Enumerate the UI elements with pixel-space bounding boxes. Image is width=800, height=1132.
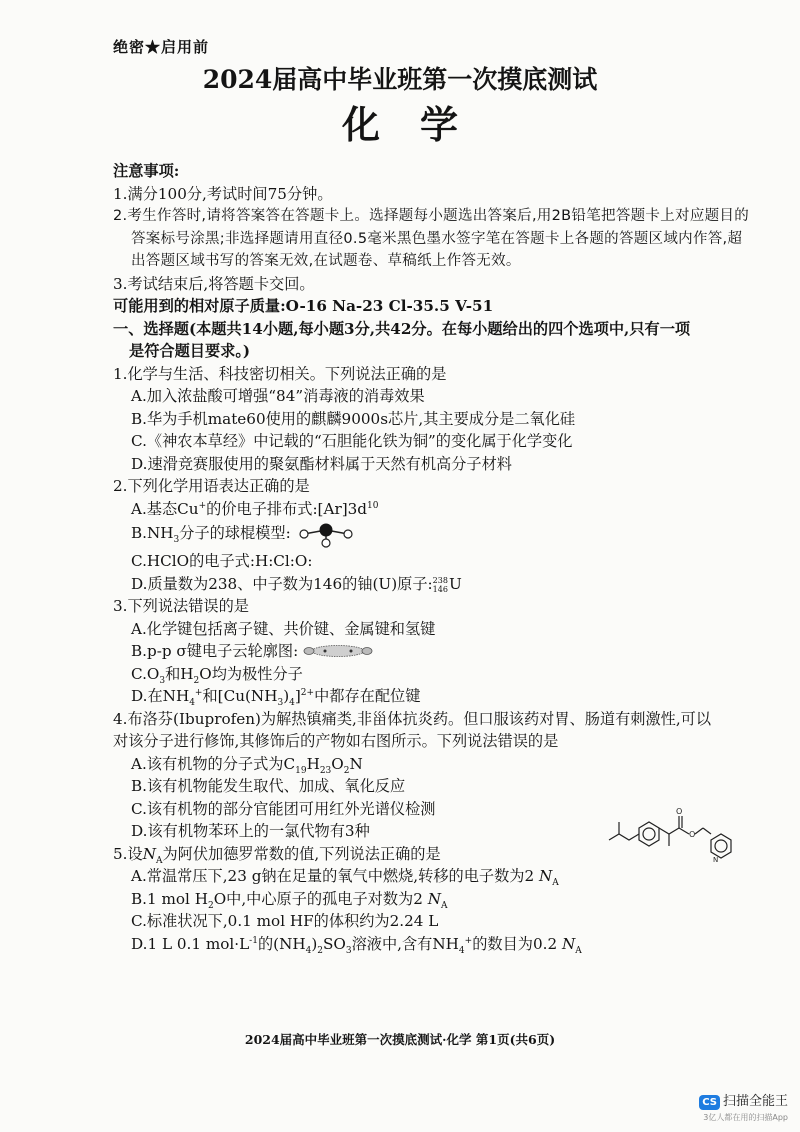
modified-ibuprofen-structure: [605, 800, 755, 870]
svg-text:O: O: [676, 807, 683, 816]
q2b-sub: 3: [173, 535, 180, 546]
question-3-option-d: [113, 685, 753, 708]
q4a-o: O: [331, 754, 344, 773]
q4a-text: A.该有机物的分子式为C: [131, 754, 296, 773]
q3d-text-mid2: ): [283, 687, 290, 705]
q4a-sub3: 2: [343, 765, 350, 776]
svg-text:O: O: [689, 830, 696, 839]
question-5-option-d: [113, 933, 753, 956]
question-1-option-b: B.华为手机mate60使用的麒麟9000s芯片,其主要成分是二氧化硅: [131, 409, 576, 428]
question-4-stem-2: 对该分子进行修饰,其修饰后的产物如右图所示。下列说法错误的是: [113, 732, 559, 750]
q5-na-sub: A: [155, 855, 163, 866]
q5d-text-mid: 的(NH: [257, 934, 306, 953]
question-2-option-d: [113, 573, 753, 596]
watermark-tagline: 3亿人都在用的扫描App: [703, 1113, 788, 1122]
atomic-mass-line: 可能用到的相对原子质量:O-16 Na-23 Cl-35.5 V-51: [113, 297, 494, 315]
question-4-option-d: D.该有机物苯环上的一氯代物有3种: [131, 822, 370, 840]
q5d-sub3: 3: [345, 945, 352, 956]
question-2-option-b: [113, 520, 753, 550]
q2d-text: D.质量数为238、中子数为146的铀(U)原子:: [131, 574, 433, 593]
mass-number: 238: [432, 575, 448, 585]
question-2-option-a: [113, 498, 753, 521]
q4a-sub1: 19: [295, 765, 307, 776]
q5-na: N: [142, 844, 156, 863]
page-footer: 2024届高中毕业班第一次摸底测试·化学 第1页(共6页): [244, 1032, 556, 1047]
q5b-na-sub: A: [441, 900, 448, 911]
question-4-option-a: [113, 753, 753, 776]
camscanner-logo-icon: CS: [699, 1095, 720, 1110]
q5d-text-post: 的数目为0.2: [472, 934, 558, 953]
note-item-3: 3.考试结束后,将答题卡交回。: [113, 274, 315, 293]
q3d-sub1: 4: [189, 698, 195, 709]
question-3: [113, 595, 753, 708]
question-5-option-c: C.标准状况下,0.1 mol HF的体积约为2.24 L: [131, 912, 439, 930]
q4a-h: H: [306, 754, 320, 773]
q3c-sub1: 3: [159, 675, 166, 686]
confidential-label: 绝密★启用前: [113, 38, 210, 56]
question-5-option-b: [113, 888, 753, 911]
q2a-sup2: 10: [367, 500, 379, 511]
q3d-text-mid3: ]: [294, 687, 301, 705]
question-1: [113, 363, 753, 476]
q3d-text: D.在NH: [131, 687, 190, 705]
question-4-option-b: B.该有机物能发生取代、加成、氧化反应: [131, 777, 406, 795]
q5d-sub4: 4: [458, 945, 465, 956]
nh3-ball-stick-model: [296, 520, 356, 548]
section-title-line2: 是符合题目要求。): [129, 342, 251, 360]
question-2: [113, 475, 753, 595]
question-1-option-c: C.《神农本草经》中记载的“石胆能化铁为铜”的变化属于化学变化: [131, 432, 573, 450]
q4a-sub2: 23: [319, 765, 332, 776]
subject-title: 化学: [341, 102, 498, 147]
q5d-text-mid4: 溶液中,含有NH: [351, 934, 459, 953]
q5d-text-mid2: ): [311, 934, 318, 953]
note-item-1: 1.满分100分,考试时间75分钟。: [113, 184, 333, 203]
q3d-sub3: 4: [289, 698, 295, 709]
q3d-text-mid: 和[Cu(NH: [202, 687, 278, 705]
q5d-sup2: +: [464, 935, 473, 946]
q3d-text-post: 中都存在配位键: [314, 687, 421, 705]
scanner-watermark: [699, 1090, 788, 1123]
question-2-stem: 2.下列化学用语表达正确的是: [113, 477, 310, 495]
q5a-na: N: [538, 867, 553, 885]
q5b-na: N: [427, 889, 442, 908]
q3c-text: C.O: [131, 664, 160, 683]
exam-title: 2024届高中毕业班第一次摸底测试: [202, 65, 598, 94]
element-symbol: U: [448, 574, 462, 593]
q5b-sub: 2: [207, 900, 214, 911]
q5d-sub1: 4: [305, 945, 312, 956]
section-title-line1: 一、选择题(本题共14小题,每小题3分,共42分。在每小题给出的四个选项中,只有一项: [113, 319, 691, 338]
sigma-bond-electron-cloud: [303, 644, 373, 658]
q5d-text-mid3: SO: [323, 934, 346, 953]
question-1-option-a: A.加入浓盐酸可增强“84”消毒液的消毒效果: [131, 387, 425, 405]
q2a-text: A.基态Cu: [131, 499, 199, 518]
atomic-number: 146: [432, 584, 448, 594]
q5a-text: A.常温常压下,23 g钠在足量的氧气中燃烧,转移的电子数为2: [131, 867, 535, 885]
svg-text:N: N: [713, 856, 719, 864]
q2b-text: B.NH: [131, 524, 174, 542]
q5a-na-sub: A: [552, 878, 559, 889]
q5-stem-pre: 5.设: [113, 844, 143, 863]
question-3-option-a: A.化学键包括离子键、共价键、金属键和氢键: [131, 619, 436, 638]
question-4-option-c: C.该有机物的部分官能团可用红外光谱仪检测: [131, 799, 436, 818]
question-1-stem: 1.化学与生活、科技密切相关。下列说法正确的是: [113, 364, 447, 383]
q2a-text-mid: 的价电子排布式:[Ar]3d: [206, 499, 368, 518]
q4a-n: N: [349, 754, 363, 773]
q2b-text-post: 分子的球棍模型:: [179, 524, 291, 542]
q5d-na-sub: A: [575, 945, 582, 956]
note-item-2: 2.考生作答时,请将答案答在答题卡上。选择题每小题选出答案后,用2B铅笔把答题卡上对应题目的答案标号涂黑;非选择题请用直径0.5毫米黑色墨水签字笔在答题卡上各题的答题区域内作答,超出答题区域书写的答案无效,在试题卷、草稿纸上作答无效。: [113, 208, 750, 269]
q5d-na: N: [561, 934, 576, 953]
q5-stem-post: 为阿伏加德罗常数的值,下列说法正确的是: [162, 844, 441, 863]
q5d-sup: -1: [249, 935, 258, 946]
question-2-option-c: C.HClO的电子式:H:Cl:O:: [131, 552, 313, 570]
q3c-sub2: 2: [193, 675, 200, 686]
q3b-text: B.p-p σ键电子云轮廓图:: [131, 642, 299, 660]
q3d-sup1: +: [194, 687, 203, 698]
question-3-option-c: [113, 663, 753, 686]
q5b-text: B.1 mol H: [131, 889, 208, 908]
question-3-option-b: [113, 640, 753, 663]
q3c-text-mid: 和H: [165, 664, 194, 683]
q2a-sup: +: [198, 500, 207, 511]
section-title: [113, 318, 753, 363]
question-4-stem-1: 4.布洛芬(Ibuprofen)为解热镇痛类,非甾体抗炎药。但口服该药对胃、肠道有刺激性,可以: [113, 709, 712, 728]
q5d-text: D.1 L 0.1 mol·L: [131, 934, 250, 953]
q5d-sub2: 2: [317, 945, 324, 956]
q3d-sub2: 3: [277, 698, 284, 709]
notes-heading: 注意事项:: [113, 162, 180, 180]
q5b-text-post: O中,中心原子的孤电子对数为2: [213, 889, 423, 908]
q3c-text-post: O均为极性分子: [199, 664, 303, 683]
nuclide-notation: [433, 576, 448, 594]
question-3-stem: 3.下列说法错误的是: [113, 597, 249, 615]
question-1-option-d: D.速滑竞赛服使用的聚氨酯材料属于天然有机高分子材料: [131, 454, 512, 473]
watermark-app-name: 扫描全能王: [722, 1094, 788, 1109]
q3d-sup2: 2+: [300, 687, 315, 698]
